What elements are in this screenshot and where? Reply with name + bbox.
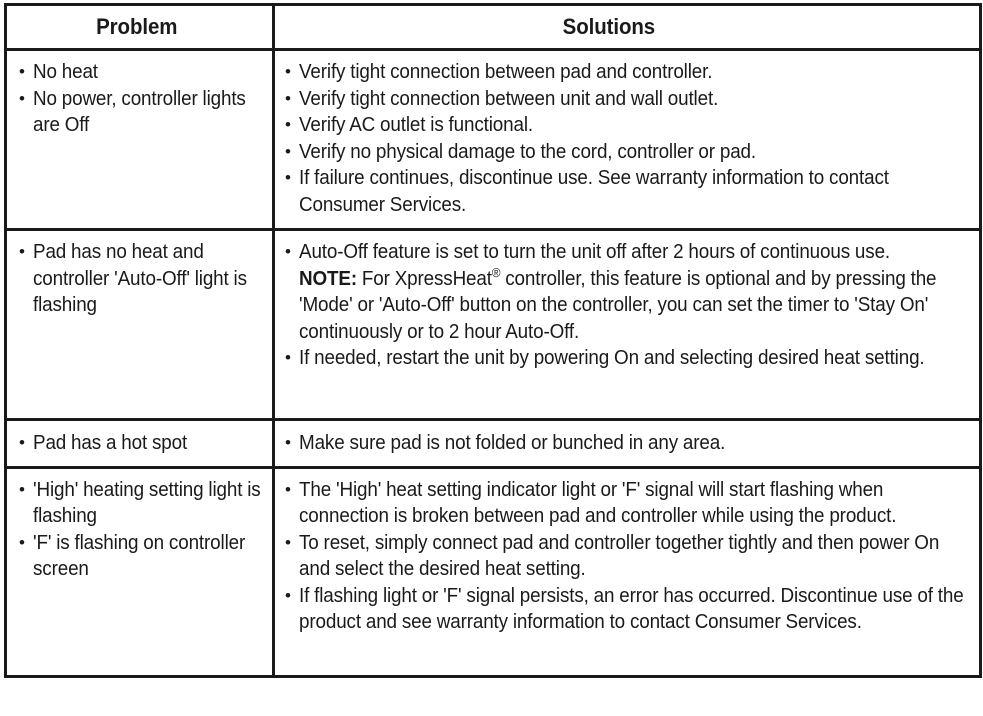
solution-text: Auto-Off feature is set to turn the unit off after 2 hours of continuous use. (299, 240, 891, 263)
problem-list (19, 59, 268, 139)
list-item (285, 86, 967, 113)
problem-text: No heat (33, 60, 98, 83)
solution-text: The 'High' heat setting indicator light or 'F' signal will start flashing when connection is broken between pad and controller while using the product. (299, 477, 897, 527)
problem-cell-content (7, 469, 272, 675)
list-item (285, 112, 967, 139)
solutions-cell (274, 420, 981, 468)
solution-text: If needed, restart the unit by powering On and selecting desired heat setting. (299, 346, 925, 369)
solution-text: If flashing light or 'F' signal persists, an error has occurred. Discontinue use of the product and see warranty information to contact Consumer Services. (299, 583, 964, 633)
solutions-list (285, 239, 967, 372)
troubleshooting-table (4, 3, 982, 678)
registered-trademark-icon: ® (491, 264, 501, 280)
table-header-row (6, 5, 981, 50)
note-text-before: For XpressHeat (356, 266, 492, 290)
list-item (285, 530, 967, 583)
problem-cell (6, 420, 274, 468)
note-text-after: controller, this feature is optional and by pressing the 'Mode' or 'Auto-Off' button on the controller, you can set the timer to 'Stay On' continuously or to 2 hour Auto-Off. (299, 266, 937, 343)
solutions-list (285, 59, 967, 218)
problem-text: Pad has no heat and controller 'Auto-Off' light is flashing (33, 240, 247, 316)
solutions-list (285, 477, 967, 636)
list-item (285, 165, 967, 218)
table-row (6, 467, 981, 676)
problem-cell-content (7, 231, 272, 418)
table-row (6, 230, 981, 420)
list-item (285, 583, 967, 636)
problem-cell (6, 50, 274, 230)
problem-text: No power, controller lights are Off (33, 86, 246, 136)
solutions-cell-content (275, 51, 979, 228)
problem-list (19, 239, 268, 319)
list-item (19, 430, 268, 457)
solution-text: Make sure pad is not folded or bunched in any area. (299, 431, 726, 454)
solution-text: Verify tight connection between pad and controller. (299, 60, 713, 83)
problem-cell (6, 467, 274, 676)
problem-cell-content (7, 51, 272, 209)
list-item (285, 477, 967, 530)
solution-text: Verify tight connection between unit and wall outlet. (299, 86, 719, 110)
list-item (285, 430, 967, 457)
problem-cell (6, 230, 274, 420)
list-item (285, 239, 967, 345)
column-header-solutions-label: Solutions (562, 14, 656, 39)
solutions-cell (274, 230, 981, 420)
problem-cell-content (7, 421, 272, 466)
solutions-cell (274, 467, 981, 676)
list-item (19, 530, 268, 583)
solutions-cell-content (275, 231, 979, 418)
solution-text: Verify AC outlet is functional. (299, 113, 534, 136)
problem-text: 'High' heating setting light is flashing (33, 477, 261, 527)
problem-list (19, 477, 268, 583)
problem-text: Pad has a hot spot (33, 431, 188, 454)
list-item (285, 139, 967, 166)
table-row (6, 420, 981, 468)
list-item (19, 86, 268, 139)
list-item (19, 477, 268, 530)
solution-text: Verify no physical damage to the cord, controller or pad. (299, 139, 757, 163)
solutions-cell (274, 50, 981, 230)
list-item (285, 59, 967, 86)
column-header-problem-label: Problem (96, 14, 178, 39)
solutions-cell-content (275, 469, 979, 675)
solution-text: If failure continues, discontinue use. See warranty information to contact Consumer Services. (299, 166, 889, 216)
solution-text: To reset, simply connect pad and controller together tightly and then power On and select the desired heat setting. (299, 530, 940, 580)
column-header-problem (6, 5, 274, 50)
list-item (19, 239, 268, 319)
list-item (285, 345, 967, 372)
list-item (19, 59, 268, 86)
solutions-list (285, 430, 967, 457)
table-row (6, 50, 981, 230)
note-label: NOTE: (299, 266, 357, 290)
solution-text-block (299, 239, 967, 345)
solutions-cell-content (275, 421, 979, 466)
problem-text: 'F' is flashing on controller screen (33, 530, 246, 580)
column-header-solutions (274, 5, 981, 50)
problem-list (19, 430, 268, 457)
